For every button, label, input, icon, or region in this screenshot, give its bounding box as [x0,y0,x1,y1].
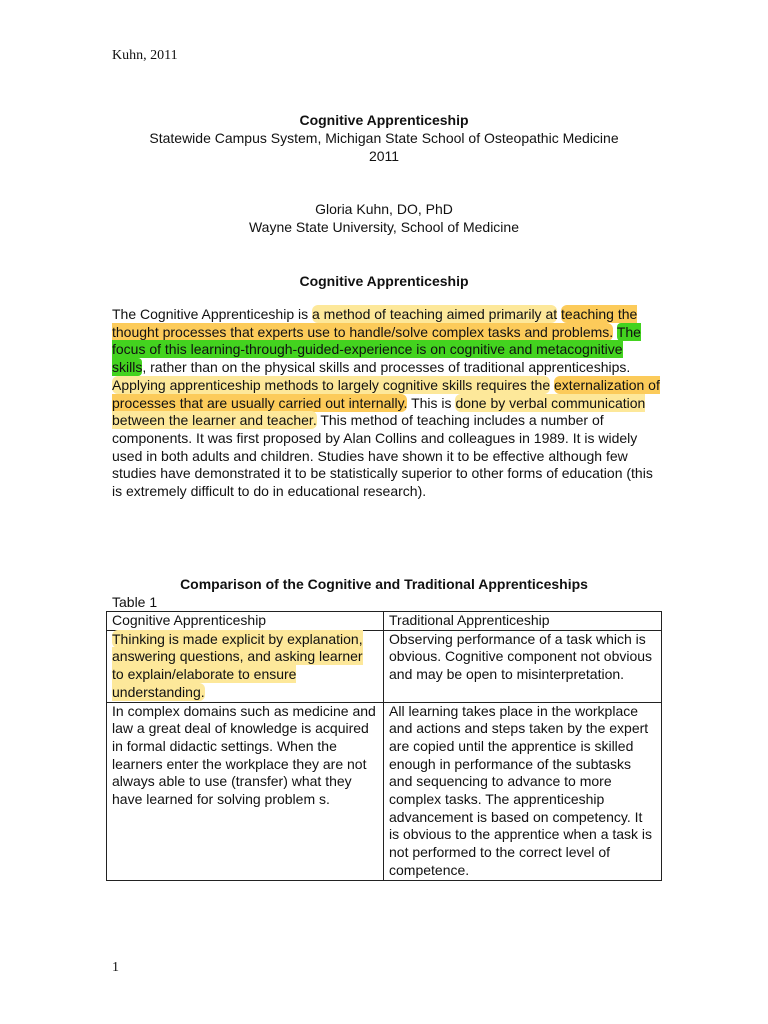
highlighted-text: a method of teaching aimed primarily at [312,306,558,322]
table-header-cognitive: Cognitive Apprenticeship [107,612,384,631]
table-cell: In complex domains such as medicine and law a great deal of knowledge is acquired in formal didactic settings. When the learners enter the workplace they are not always able to use (transfer) what they have learned for solving problem s. [107,702,384,880]
comparison-table [106,611,662,881]
table-cell: Observing performance of a task which is obvious. Cognitive component not obvious and may be open to misinterpretation. [384,630,662,702]
highlighted-text: teaching the thought processes that experts use to handle/solve complex tasks and problems. [112,306,638,340]
highlighted-text: Applying apprenticeship methods to largely cognitive skills requires the [112,376,551,393]
paragraph-text: , rather than on the physical skills and processes of traditional apprenticeships. [142,359,631,376]
body-paragraph [112,306,660,501]
table-row [107,630,662,702]
table-cell: All learning takes place in the workplace and actions and steps taken by the expert are copied until the apprentice is skilled enough in performance of the subtasks and sequencing to advance to more complex tasks. The apprenticeship advancement is based on competency. It is obvious to the apprentice when a task is not performed to the correct level of competence. [384,702,662,880]
table-cell [107,630,384,702]
table-row [107,702,662,880]
section-heading: Cognitive Apprenticeship [299,273,469,289]
document-year: 2011 [368,148,400,164]
highlighted-text: externalization of processes that are usually carried out internally. [112,376,660,411]
document-subtitle: Statewide Campus System, Michigan State School of Osteopathic Medicine [149,130,619,146]
running-head: Kuhn, 2011 [112,48,178,63]
table-caption: Comparison of the Cognitive and Traditional Apprenticeships [180,576,588,592]
table-header-traditional: Traditional Apprenticeship [384,612,662,631]
author-name: Gloria Kuhn, DO, PhD [315,201,453,217]
document-title: Cognitive Apprenticeship [299,112,469,128]
highlighted-text: Thinking is made explicit by explanation, answering questions, and asking learner to explain/elaborate to ensure understanding. [112,630,363,700]
paragraph-text: This is [407,394,456,411]
paragraph-text: The Cognitive Apprenticeship is [112,306,312,322]
page-number: 1 [112,960,119,975]
table-header-row [107,612,662,631]
paragraph-text: This method of teaching includes a number of components. It was first proposed by Alan Collins and colleagues in 1989. It is widely used in both adults and children. Studies have shown it to be effective although few studies have demonstrated it to be statistically superior to other forms of education (this is extremely difficult to do in educational research). [112,412,653,500]
author-affiliation: Wayne State University, School of Medicine [248,219,519,235]
highlighted-text: done by verbal communication between the learner and teacher. [112,394,646,429]
table-label: Table 1 [112,594,158,610]
highlighted-text: The focus of this learning-through-guided-experience is on cognitive and metacognitive skills [112,323,641,376]
